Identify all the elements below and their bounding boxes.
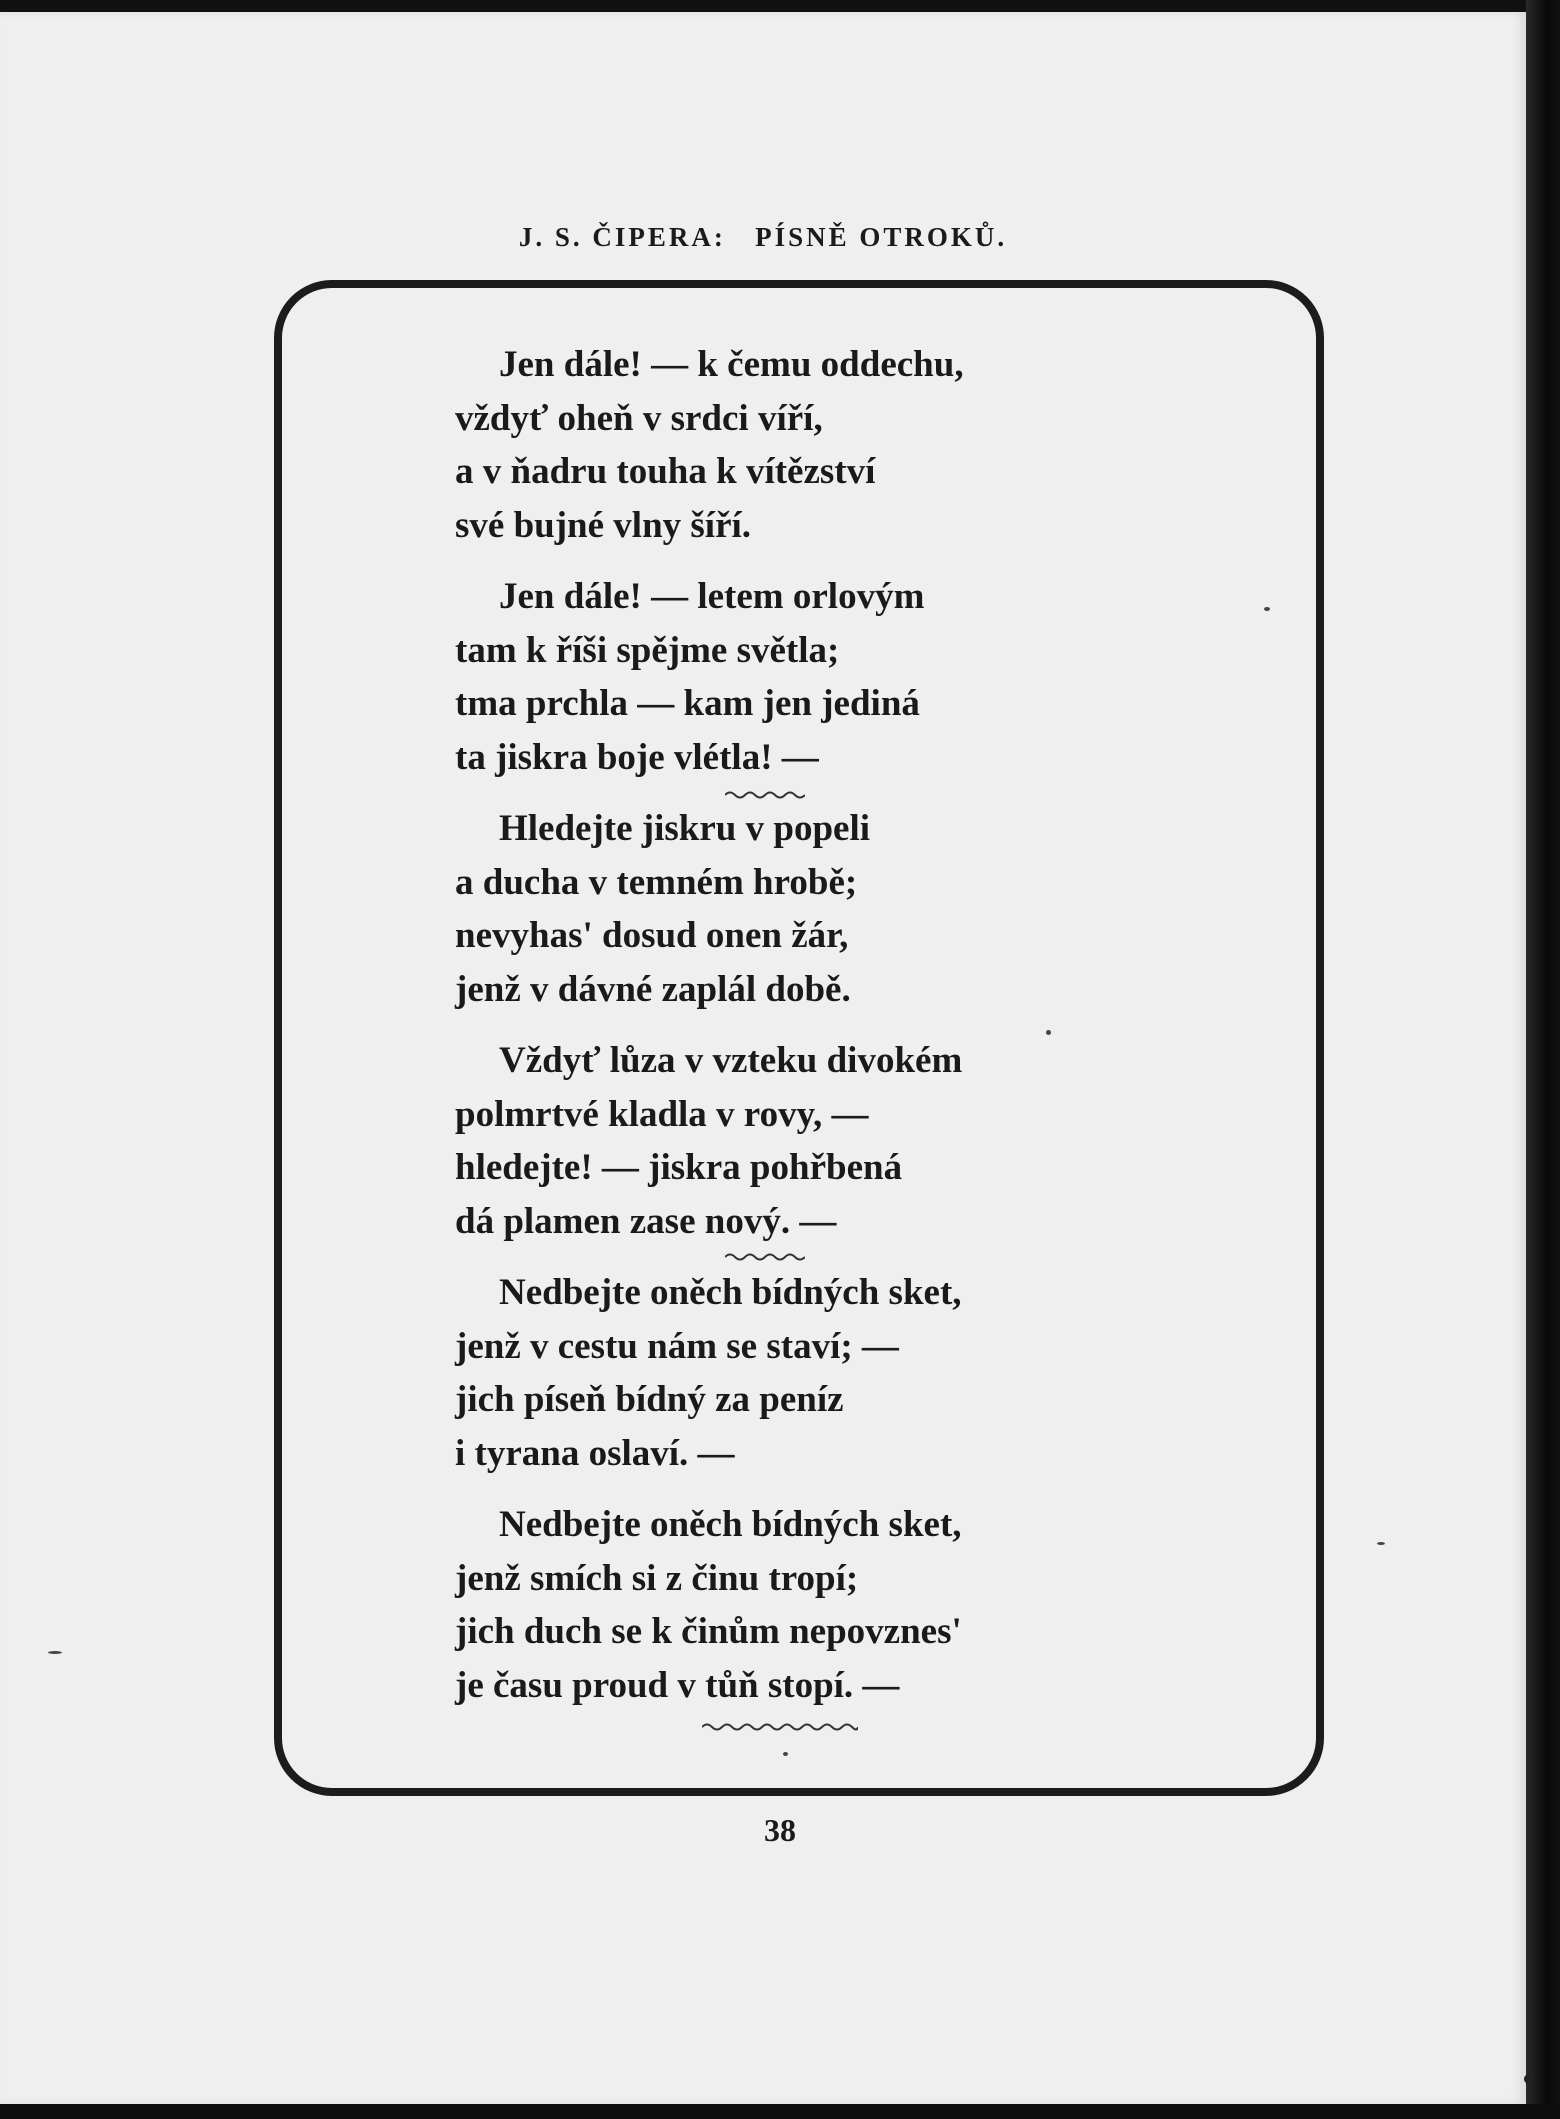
poem-line: i tyrana oslaví. — (455, 1432, 735, 1474)
poem-line: vždyť oheň v srdci víří, (455, 397, 823, 439)
poem-line: své bujné vlny šíří. (455, 504, 752, 546)
poem-line: tma prchla — kam jen jediná (455, 683, 920, 724)
running-head-title: PÍSNĚ OTROKŮ. (755, 222, 1008, 252)
poem-line: Hledejte jiskru v popeli (499, 808, 871, 849)
poem-line: Jen dále! — letem orlovým (499, 576, 925, 617)
poem-line: Jen dále! — k čemu oddechu, (499, 344, 964, 385)
stanza (455, 1034, 1235, 1248)
page-bottom-edge (0, 2104, 1560, 2119)
poem-line: a ducha v temném hrobě; (455, 861, 858, 903)
stanza (455, 802, 1235, 1016)
wavy-ornament (702, 1722, 858, 1732)
running-head (0, 222, 1526, 253)
poem-line: jenž v cestu nám se staví; — (455, 1325, 899, 1367)
poem-line: tam k říši spějme světla; (455, 629, 840, 671)
wavy-ornament (725, 790, 805, 800)
poem-line: jich duch se k činům nepovznes' (455, 1611, 962, 1652)
poem-line: polmrtvé kladla v rovy, — (455, 1093, 869, 1135)
stanza (455, 1498, 1235, 1712)
wavy-ornament (725, 1252, 805, 1262)
poem-line: hledejte! — jiskra pohřbená (455, 1147, 903, 1188)
dust-speck (1524, 2074, 1534, 2084)
page-number: 38 (764, 1812, 796, 1848)
page-edge-shadow (1526, 0, 1560, 2119)
poem-line: ta jiskra boje vlétla! — (455, 736, 819, 778)
poem-line: je času proud v tůň stopí. — (455, 1664, 900, 1706)
running-head-author: J. S. ČIPERA: (518, 222, 726, 252)
poem-text (455, 338, 1235, 1730)
poem-line: jenž v dávné zaplál době. (455, 968, 851, 1010)
dust-speck (1377, 1542, 1385, 1545)
poem-line: nevyhas' dosud onen žár, (455, 915, 849, 956)
stanza (455, 1266, 1235, 1480)
poem-line: a v ňadru touha k vítězství (455, 451, 876, 492)
stanza (455, 570, 1235, 784)
dust-speck (48, 1651, 62, 1654)
poem-line: jenž smích si z činu tropí; (455, 1557, 859, 1599)
poem-line: Vždyť lůza v vzteku divokém (499, 1040, 963, 1081)
poem-line: Nedbejte oněch bídných sket, (499, 1504, 962, 1545)
stanza (455, 338, 1235, 552)
poem-line: Nedbejte oněch bídných sket, (499, 1272, 962, 1313)
poem-line: jich píseň bídný za peníz (455, 1379, 844, 1420)
poem-line: dá plamen zase nový. — (455, 1200, 837, 1242)
